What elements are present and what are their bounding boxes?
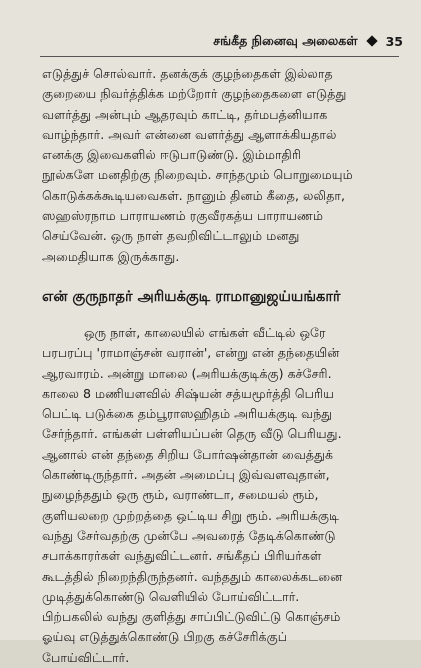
text-line: செய்வேன். ஒரு நாள் தவறிவிட்டாலும் மனது [42, 228, 300, 244]
paragraph-1 [42, 64, 397, 267]
diamond-ornament-icon [366, 35, 377, 46]
text-line: எனக்கு இவைகளில் ஈடுபாடுண்டு. இம்மாதிரி [42, 147, 301, 163]
text-line: பெட்டி படுக்கை தம்பூராஸஹிதம் அரியக்குடி வந்து [42, 406, 333, 422]
header-rule [40, 56, 399, 57]
text-line: பரபரப்பு 'ராமாஞ்சன் வரான்', என்று என் தந்தையின் [42, 345, 340, 361]
paragraph-2 [42, 323, 397, 668]
text-line: குறையை நிவர்த்திக்க மற்றோர் குழந்தைகளை எடுத்து [42, 86, 347, 102]
text-line: கொடுக்கக்கூடியவைகள். நானும் தினம் கீதை, லலிதா, [42, 187, 346, 203]
text-line: அமைதியாக இருக்காது. [42, 248, 180, 264]
text-line: எடுத்துச் சொல்வார். தனக்குக் குழந்தைகள் இல்லாத [42, 66, 333, 81]
text-line: ஓய்வு எடுத்துக்கொண்டு பிறகு கச்சேரிக்குப் [42, 629, 288, 645]
text-line: வாழ்ந்தார். அவர் என்னை வளர்த்து ஆளாக்கியதால் [42, 126, 337, 142]
text-line: வந்து சேர்வதற்கு முன்பே அவரைத் தேடிக்கொண்டு [42, 527, 336, 543]
text-line: கூடத்தில் நிறைந்திருந்தனர். வந்ததும் காலைக்கடனை [42, 568, 343, 584]
text-line: ஆரவாரம். அன்று மாலை (அரியக்குடிக்கு) கச்சேரி. [42, 365, 332, 381]
text-line: ஒரு நாள், காலையில் எங்கள் வீட்டில் ஒரே [84, 324, 326, 340]
running-title: சங்கீத நினைவு அலைகள் [213, 32, 358, 48]
text-line: கொண்டிருந்தார். அதன் அமைப்பு இவ்வளவுதான், [42, 467, 330, 483]
text-line: நுழைந்ததும் ஒரு ரூம், வராண்டா, சமையல் ரூம், [42, 487, 319, 503]
text-line: சபாக்காரர்கள் வந்துவிட்டனர். சங்கீதப் பிரியர்கள் [42, 548, 322, 564]
text-line: வளர்த்து அன்பும் ஆதரவும் காட்டி, தர்மபத்னியாக [42, 106, 328, 122]
text-line: ஆனால் என் தந்தை சிறிய போர்ஷன்தான் வைத்துக் [42, 446, 334, 462]
text-line: நூல்களே மனதிற்கு நிறைவும். சாந்தமும் பொறுமையும் [42, 167, 353, 183]
text-line: பிற்பகலில் வந்து குளித்து சாப்பிட்டுவிட்டு கொஞ்சம் [42, 609, 341, 625]
text-line: காலை 8 மணியளவில் சிஷ்யன் சத்யமூர்த்தி பெரிய [42, 385, 334, 401]
text-line: குளியலறை முற்றத்தை ஒட்டிய சிறு ரூம். அரியக்குடி [42, 507, 340, 523]
page-header [175, 30, 403, 52]
text-line: ஸஹஸ்ரநாம பாராயணம் ரகுவீரகத்ய பாராயணம் [42, 208, 324, 224]
text-line: சேர்ந்தார். எங்கள் பள்ளியப்பன் தெரு வீடு பெரியது. [42, 426, 342, 442]
section-heading: என் குருநாதர் அரியக்குடி ராமானுஜய்யங்கார் [42, 288, 341, 305]
page-number: 35 [385, 33, 403, 49]
text-line: முடித்துக்கொண்டு வெளியில் போய்விட்டார். [42, 588, 300, 604]
text-line: போய்விட்டார். [42, 649, 130, 665]
page-body [42, 64, 397, 668]
